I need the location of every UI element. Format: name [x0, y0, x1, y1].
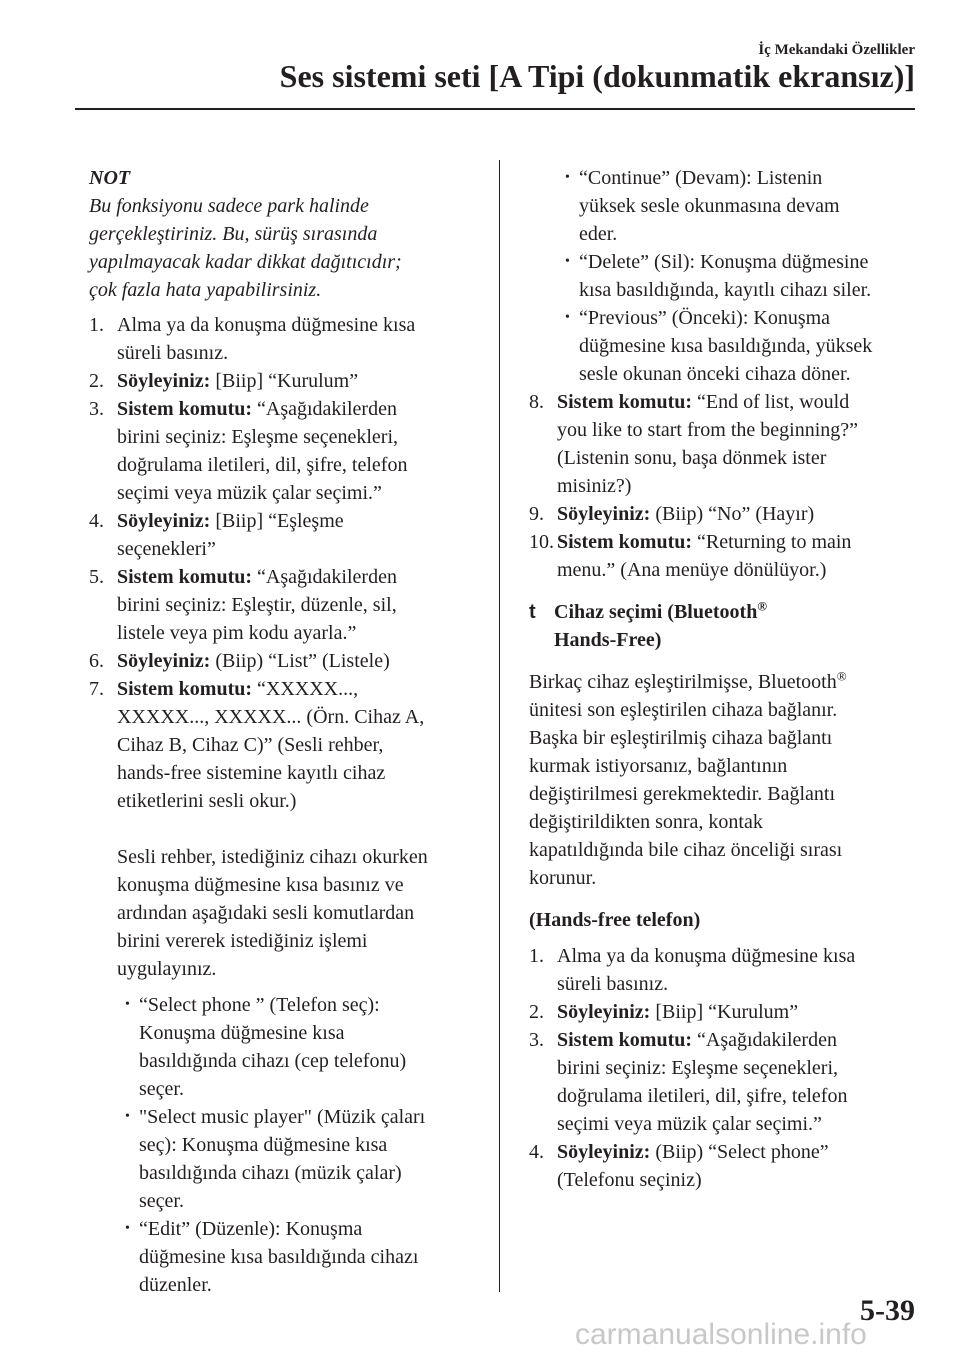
body-paragraph — [529, 668, 919, 892]
step-number: 6. — [89, 650, 104, 672]
paragraph-line: ardından aşağıdaki sesli komutlardan — [117, 902, 415, 924]
step-text: listele veya pim kodu ayarla.” — [117, 622, 357, 644]
step-number: 2. — [529, 1001, 544, 1023]
step-text: “Aşağıdakilerden — [252, 566, 397, 588]
page-title: Ses sistemi seti [A Tipi (dokunmatik ekransız)] — [279, 58, 915, 94]
step-number: 1. — [529, 945, 544, 967]
step-text: [Biip] “Kurulum” — [210, 370, 359, 392]
step-text: etiketlerini sesli okur.) — [117, 790, 297, 812]
step-label: Sistem komutu: — [557, 531, 693, 553]
bullet-dot-icon: • — [565, 310, 570, 325]
step-number: 8. — [529, 391, 544, 413]
note-line: gerçekleştiriniz. Bu, sürüş sırasında — [89, 223, 378, 245]
step-number: 1. — [89, 314, 104, 336]
step-text: “XXXXX..., — [252, 678, 359, 700]
step-item — [529, 528, 919, 584]
step-text: doğrulama iletileri, dil, şifre, telefon — [117, 454, 408, 476]
step-label: Sistem komutu: — [117, 566, 253, 588]
step-label: Söyleyiniz: — [117, 510, 211, 532]
bullet-text: “Delete” (Sil): Konuşma düğmesine — [579, 251, 869, 273]
paragraph-line: Başka bir eşleştirilmiş cihaza bağlantı — [529, 727, 833, 749]
step-text: Cihaz B, Cihaz C)” (Sesli rehber, — [117, 734, 384, 756]
step-label: Söyleyiniz: — [117, 370, 211, 392]
step-label: Sistem komutu: — [557, 391, 693, 413]
bullet-text: “Continue” (Devam): Listenin — [579, 167, 823, 189]
note-line: çok fazla hata yapabilirsiniz. — [89, 279, 322, 301]
column-divider — [499, 160, 500, 1292]
step-text: (Biip) “No” (Hayır) — [650, 503, 815, 525]
paragraph-line: değiştirilmesi gerekmektedir. Bağlantı — [529, 783, 836, 805]
paragraph-line: uygulayınız. — [117, 958, 217, 980]
subheading: (Hands-free telefon) — [529, 909, 701, 931]
section-label: İç Mekandaki Özellikler — [758, 42, 915, 58]
step-text: süreli basınız. — [117, 342, 229, 364]
step-number: 4. — [529, 1141, 544, 1163]
section-title: Hands-Free) — [554, 629, 662, 651]
step-text: menu.” (Ana menüye dönülüyor.) — [557, 559, 827, 581]
bullet-text: düğmesine kısa basıldığında, yüksek — [579, 335, 873, 357]
step-text: süreli basınız. — [557, 973, 669, 995]
step-number: 5. — [89, 566, 104, 588]
left-column — [89, 164, 479, 1299]
step-text: (Biip) “List” (Listele) — [210, 650, 390, 672]
step-item — [89, 675, 479, 815]
step-text: birini seçiniz: Eşleştir, düzenle, sil, — [117, 594, 397, 616]
step-text: (Biip) “Select phone” — [650, 1141, 829, 1163]
step-item — [529, 500, 919, 528]
step-item — [529, 1026, 919, 1138]
bullet-dot-icon: • — [125, 1109, 130, 1124]
step-item — [529, 942, 919, 998]
step-text: XXXXX..., XXXXX... (Örn. Cihaz A, — [117, 706, 425, 728]
bullet-text: seçer. — [139, 1190, 184, 1212]
bullet-item — [529, 304, 919, 388]
bullet-text: seç): Konuşma düğmesine kısa — [139, 1134, 388, 1156]
bullet-text: “Edit” (Düzenle): Konuşma — [139, 1218, 363, 1240]
step-item — [89, 507, 479, 563]
bullet-dot-icon: • — [565, 170, 570, 185]
watermark: carmanualsonline.info — [575, 1318, 867, 1351]
bullet-text: yüksek sesle okunmasına devam — [579, 195, 840, 217]
paragraph-line: kapatıldığında bile cihaz önceliği sırası — [529, 839, 843, 861]
bullet-item — [529, 248, 919, 304]
bullet-text: basıldığında cihazı (müzik çalar) — [139, 1162, 402, 1184]
paragraph-line: birini vererek istediğiniz işlemi — [117, 930, 368, 952]
bullet-text: seçer. — [139, 1078, 184, 1100]
page-number: 5-39 — [860, 1294, 915, 1327]
note-label: NOT — [89, 167, 131, 189]
paragraph-line: kurmak istiyorsanız, bağlantının — [529, 755, 788, 777]
bullet-text: "Select music player" (Müzik çaları — [139, 1106, 426, 1128]
step-text: “End of list, would — [692, 391, 850, 413]
step-number: 3. — [529, 1029, 544, 1051]
step-text: seçimi veya müzik çalar seçimi.” — [117, 482, 382, 504]
explanation-paragraph — [89, 843, 479, 983]
step-text: Alma ya da konuşma düğmesine kısa — [557, 945, 856, 967]
bullet-text: eder. — [579, 223, 618, 245]
step-item — [529, 388, 919, 500]
step-item — [529, 998, 919, 1026]
bullet-text: kısa basıldığında, kayıtlı cihazı siler. — [579, 279, 872, 301]
step-text: seçimi veya müzik çalar seçimi.” — [557, 1113, 822, 1135]
bullet-text: “Select phone ” (Telefon seç): — [139, 994, 380, 1016]
step-number: 3. — [89, 398, 104, 420]
step-item — [89, 395, 479, 507]
section-marker-icon: t — [529, 601, 536, 623]
bullet-dot-icon: • — [125, 997, 130, 1012]
paragraph-line: konuşma düğmesine kısa basınız ve — [117, 874, 404, 896]
bullet-text: “Previous” (Önceki): Konuşma — [579, 307, 831, 329]
step-label: Sistem komutu: — [557, 1029, 693, 1051]
step-number: 2. — [89, 370, 104, 392]
note-text — [89, 192, 479, 304]
bullet-dot-icon: • — [125, 1221, 130, 1236]
paragraph-line: Birkaç cihaz eşleştirilmişse, Bluetooth — [529, 671, 837, 693]
bullet-text: sesle okunan önceki cihaza döner. — [579, 363, 851, 385]
step-label: Söyleyiniz: — [117, 650, 211, 672]
step-text: “Returning to main — [692, 531, 852, 553]
step-label: Söyleyiniz: — [557, 503, 651, 525]
step-text: [Biip] “Kurulum” — [650, 1001, 799, 1023]
header-rule — [75, 108, 915, 110]
note-line: yapılmayacak kadar dikkat dağıtıcıdır; — [89, 251, 402, 273]
paragraph-line: korunur. — [529, 867, 597, 889]
bullet-text: düzenler. — [139, 1274, 212, 1296]
step-text: seçenekleri” — [117, 538, 216, 560]
bullet-item — [89, 991, 479, 1103]
step-text: hands-free sistemine kayıtlı cihaz — [117, 762, 386, 784]
section-title: Cihaz seçimi (Bluetooth — [554, 601, 758, 623]
step-label: Sistem komutu: — [117, 678, 253, 700]
paragraph-line: ünitesi son eşleştirilen cihaza bağlanır. — [529, 699, 838, 721]
step-label: Söyleyiniz: — [557, 1141, 651, 1163]
bullet-item — [89, 1103, 479, 1215]
step-text: “Aşağıdakilerden — [692, 1029, 837, 1051]
step-text: birini seçiniz: Eşleşme seçenekleri, — [557, 1057, 839, 1079]
step-text: Alma ya da konuşma düğmesine kısa — [117, 314, 416, 336]
step-text: (Listenin sonu, başa dönmek ister — [557, 447, 827, 469]
step-item — [89, 563, 479, 647]
note-line: Bu fonksiyonu sadece park halinde — [89, 195, 369, 217]
step-number: 4. — [89, 510, 104, 532]
registered-mark: ® — [836, 668, 847, 684]
bullet-dot-icon: • — [565, 254, 570, 269]
step-item — [89, 367, 479, 395]
step-number: 9. — [529, 503, 544, 525]
step-text: birini seçiniz: Eşleşme seçenekleri, — [117, 426, 399, 448]
step-text: (Telefonu seçiniz) — [557, 1169, 702, 1191]
bullet-item — [529, 164, 919, 248]
step-text: [Biip] “Eşleşme — [210, 510, 344, 532]
step-item — [529, 1138, 919, 1194]
step-text: “Aşağıdakilerden — [252, 398, 397, 420]
step-text: misiniz?) — [557, 475, 632, 497]
step-number: 10. — [529, 531, 554, 553]
step-text: you like to start from the beginning?” — [557, 419, 859, 441]
step-item — [89, 647, 479, 675]
step-label: Sistem komutu: — [117, 398, 253, 420]
bullet-text: Konuşma düğmesine kısa — [139, 1022, 345, 1044]
paragraph-line: değiştirildikten sonra, kontak — [529, 811, 763, 833]
step-item — [89, 311, 479, 367]
step-label: Söyleyiniz: — [557, 1001, 651, 1023]
bullet-item — [89, 1215, 479, 1299]
right-column — [529, 164, 919, 1194]
registered-mark: ® — [757, 598, 768, 614]
section-heading — [529, 598, 919, 654]
bullet-text: basıldığında cihazı (cep telefonu) — [139, 1050, 407, 1072]
bullet-text: düğmesine kısa basıldığında cihazı — [139, 1246, 419, 1268]
step-text: doğrulama iletileri, dil, şifre, telefon — [557, 1085, 848, 1107]
paragraph-line: Sesli rehber, istediğiniz cihazı okurken — [117, 846, 428, 868]
step-number: 7. — [89, 678, 104, 700]
